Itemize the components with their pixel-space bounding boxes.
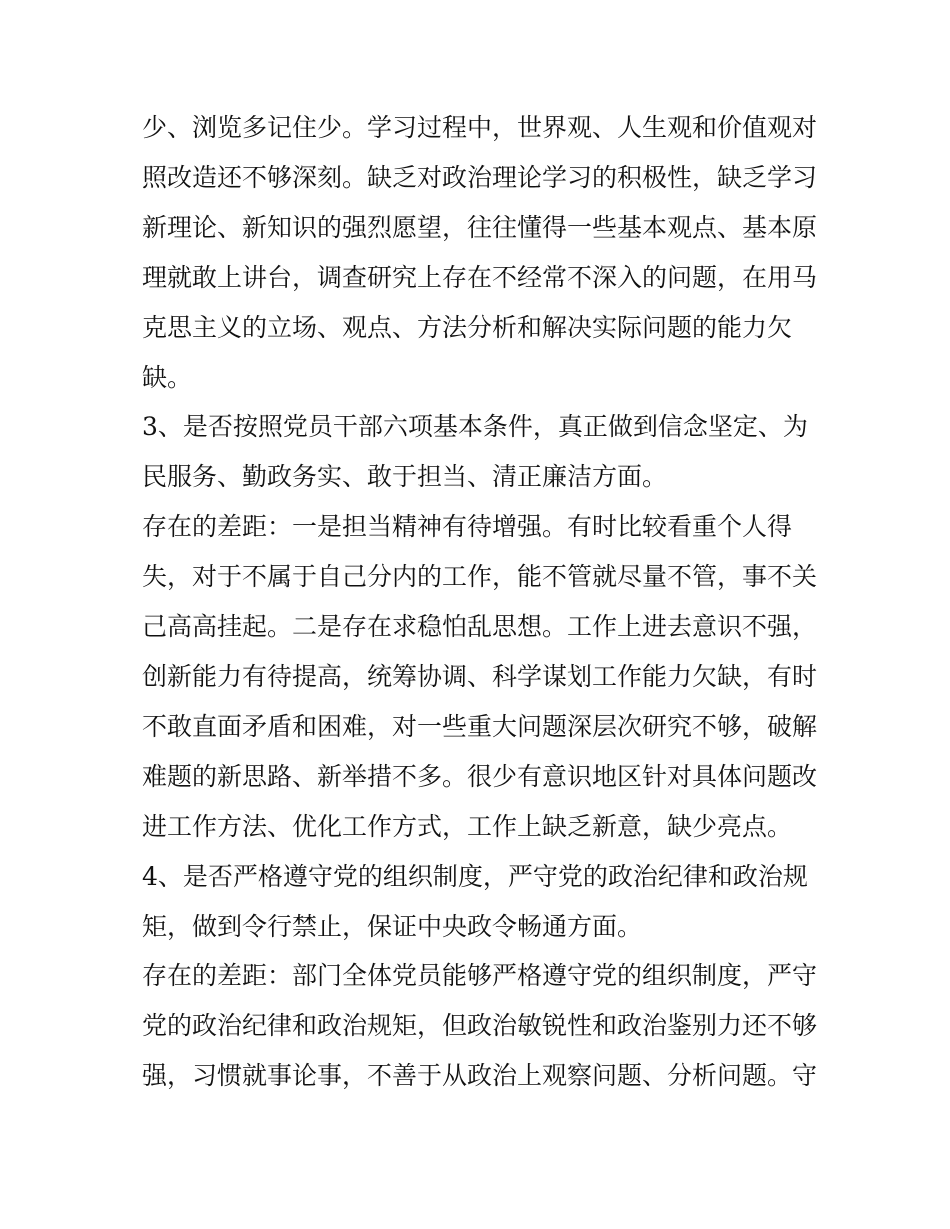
- paragraph-item-4-heading: 4、是否严格遵守党的组织制度，严守党的政治纪律和政治规矩，做到令行禁止，保证中央政令畅通方面。: [142, 861, 808, 941]
- paragraph-item-3-gap: 存在的差距：一是担当精神有待增强。有时比较看重个人得失，对于不属于自己分内的工作，能不管就尽量不管，事不关己高高挂起。二是存在求稳怕乱思想。工作上进去意识不强，创新能力有待提高，统筹协调、科学谋划工作能力欠缺，有时不敢直面矛盾和困难，对一些重大问题深层次研究不够，破解难题的新思路、新举措不多。很少有意识地区针对具体问题改进工作方法、优化工作方式，工作上缺乏新意，缺少亮点。: [142, 512, 818, 841]
- paragraph-study-shortcomings: 少、浏览多记住少。学习过程中，世界观、人生观和价值观对照改造还不够深刻。缺乏对政治理论学习的积极性，缺乏学习新理论、新知识的强烈愿望，往往懂得一些基本观点、基本原理就敢上讲台，调查研究上存在不经常不深入的问题，在用马克思主义的立场、观点、方法分析和解决实际问题的能力欠缺。: [142, 113, 818, 392]
- paragraph-item-4-gap: 存在的差距：部门全体党员能够严格遵守党的组织制度，严守党的政治纪律和政治规矩，但政治敏锐性和政治鉴别力还不够强，习惯就事论事，不善于从政治上观察问题、分析问题。守: [142, 961, 818, 1091]
- paragraph-item-3-heading: 3、是否按照党员干部六项基本条件，真正做到信念坚定、为民服务、勤政务实、敢于担当、清正廉洁方面。: [142, 412, 808, 492]
- document-body: [142, 103, 822, 1101]
